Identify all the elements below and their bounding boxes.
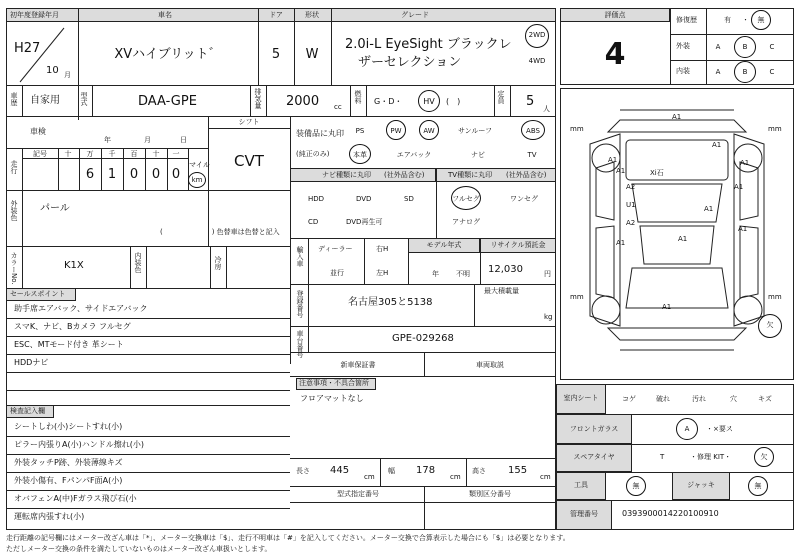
model-year-unknown: 不明: [456, 270, 470, 278]
reg-year-header: 初年度登録年月: [10, 11, 59, 19]
fuel-label: 燃料: [354, 90, 362, 104]
diagram-mark-6: A2: [626, 183, 636, 191]
door-count: 5: [271, 47, 281, 62]
width-value: 178: [416, 465, 436, 476]
tv-fullseg: フルセグ: [452, 195, 480, 203]
body-shape: W: [305, 47, 319, 62]
equip-leather: 本革: [353, 151, 367, 159]
equip-sunroof: サンルーフ: [457, 127, 493, 135]
jack-label: ジャッキ: [687, 481, 715, 489]
repair-dot: ・: [742, 16, 749, 24]
height-unit: cm: [540, 473, 551, 481]
navi-cd: CD: [308, 218, 319, 226]
grade-header: グレード: [401, 11, 429, 19]
notes-label: 注意事項・不具合箇所: [299, 379, 369, 387]
diagram-mark-9: A1: [678, 235, 688, 243]
shape-header: 形状: [305, 11, 319, 19]
recycle-label: リサイクル預託金: [490, 241, 546, 249]
diagram-mark-14: A1: [734, 183, 744, 191]
use-label: 車歴: [10, 92, 18, 106]
fuel-options: G・D・: [374, 97, 403, 106]
form-main-frame: [6, 8, 556, 530]
reg-no-label: 登録番号: [296, 290, 304, 318]
color-value: パール: [40, 203, 70, 214]
tv-oneseg: ワンセグ: [510, 195, 538, 203]
mileage-col-5: 十: [152, 150, 160, 158]
diagram-mm-4: mm: [768, 293, 782, 301]
fuel-paren: ( ): [446, 97, 461, 106]
diagram-mark-10: A1: [704, 205, 714, 213]
km-unit: km: [191, 176, 203, 184]
type-cert-label: 型式指定番号: [337, 490, 379, 498]
inspector-line-1: シートしわ(小)シートすれ(小): [14, 422, 123, 431]
reg-era-year: H27: [14, 41, 41, 56]
spare-t: T: [660, 453, 665, 461]
inspector-line-6: 運転席内張すれ(小): [14, 512, 85, 521]
tools-label: 工具: [574, 481, 588, 489]
diagram-mm-2: mm: [768, 125, 782, 133]
mileage-col-4: 百: [130, 150, 138, 158]
color-no-label: カラーNo.: [10, 252, 18, 285]
height-value: 155: [508, 465, 528, 476]
equip-tv: TV: [527, 151, 537, 159]
repair-yes: 有: [724, 16, 731, 24]
length-label: 長さ: [296, 467, 310, 475]
max-load-unit: kg: [544, 313, 553, 321]
import-parallel: 並行: [330, 269, 344, 277]
diagram-mark-15: Xi石: [650, 169, 664, 177]
length-unit: cm: [364, 473, 375, 481]
sales-line-4: HDDナビ: [14, 358, 49, 367]
diagram-mark-4: A1: [740, 159, 750, 167]
cc-unit: cc: [334, 103, 342, 111]
mileage-col-3: 千: [108, 150, 116, 158]
diagram-mark-8: A2: [626, 219, 636, 227]
import-left-h: 左H: [376, 269, 389, 277]
mileage-label: 走行: [10, 160, 18, 174]
drive-4wd: 4WD: [528, 57, 546, 65]
car-name-header: 車名: [158, 11, 172, 19]
capacity-value: 5: [526, 94, 535, 109]
int-grade-a: A: [715, 68, 721, 76]
interior-label: 内装: [676, 67, 690, 75]
inspector-line-2: ピラー内張りA(小)ハンドル擦れ(小): [14, 440, 144, 449]
model-year-label: モデル年式: [426, 241, 462, 249]
inspection-year: 年: [104, 136, 111, 144]
max-load-label: 最大積載量: [484, 287, 519, 295]
navi-dvd: DVD: [356, 195, 372, 203]
capacity-label: 定員: [497, 90, 505, 104]
shift-label: シフト: [238, 118, 260, 126]
navi-type-sub: (社外品含む): [384, 171, 425, 179]
mgmt-label: 管理番号: [570, 510, 598, 518]
equip-abs: ABS: [526, 127, 540, 135]
int-grade-c: C: [769, 68, 775, 76]
height-label: 高さ: [472, 467, 486, 475]
sheet-tear: 破れ: [656, 395, 670, 403]
navi-sd: SD: [404, 195, 414, 203]
drive-2wd: 2WD: [528, 31, 546, 39]
spare-missing: 欠: [760, 453, 768, 461]
fuel-hv: HV: [423, 97, 435, 106]
repair-label: 修復歴: [676, 16, 697, 24]
inspector-label: 検査記入欄: [10, 407, 45, 415]
chassis-value: GPE-029268: [392, 333, 454, 344]
chassis-label: 車台番号: [296, 330, 304, 358]
recycle-unit: 円: [544, 270, 551, 278]
length-value: 445: [330, 465, 350, 476]
color-note: ( ) 色替車は色替と記入: [160, 228, 280, 236]
color-no-value: K1X: [64, 260, 84, 271]
equip-pw: PW: [390, 127, 402, 135]
reg-month: 10: [46, 65, 59, 76]
tv-type-sub: (社外品含む): [506, 171, 547, 179]
import-right-h: 右H: [376, 245, 389, 253]
diagram-mark-2: A1: [608, 156, 618, 164]
interior-color-label: 内装色: [134, 252, 142, 273]
model-label: 型式: [80, 92, 88, 106]
use-value: 自家用: [30, 95, 60, 106]
inspector-line-3: 外装タッチP跡、外装薄線キズ: [14, 458, 123, 467]
sheet-dirt: 汚れ: [692, 395, 706, 403]
import-label: 輸入車: [296, 246, 304, 267]
mileage-digit-2: 1: [107, 167, 117, 182]
category-label: 類別区分番号: [469, 490, 511, 498]
sales-line-2: スマK、ナビ、Bカメラ フルセグ: [14, 322, 131, 331]
footer-note-2: ただしメーター交換の条件を満たしていないものはメーター改ざん車扱いとします。: [6, 545, 272, 553]
shift-value: CVT: [234, 152, 264, 170]
width-label: 幅: [388, 467, 395, 475]
ext-grade-c: C: [769, 43, 775, 51]
warranty-label: 新車保証書: [340, 361, 376, 369]
equipment-sub: (純正のみ): [296, 150, 330, 158]
navi-dvd-play: DVD再生可: [346, 218, 383, 226]
displacement-value: 2000: [286, 94, 320, 109]
mileage-col-2: 万: [86, 150, 94, 158]
grade-line-2: ザーセレクション: [358, 55, 462, 70]
inspection-month: 月: [144, 136, 151, 144]
capacity-unit: 人: [543, 105, 550, 113]
tv-type-label: TV種類に丸印: [448, 171, 493, 179]
diagram-mark-13: A1: [662, 303, 672, 311]
spare-label: スペアタイヤ: [573, 453, 615, 461]
grade-line-1: 2.0i-L EyeSight ブラックレ: [345, 37, 512, 52]
tools-none: 無: [632, 482, 640, 490]
navi-hdd: HDD: [308, 195, 325, 203]
recycle-value: 12,030: [488, 264, 523, 275]
equip-airbag: エアバック: [396, 151, 432, 159]
equipment-label: 装備品に丸印: [296, 129, 344, 138]
diagram-mm-1: mm: [570, 125, 584, 133]
spare-kit: ・修理 KIT・: [690, 453, 732, 461]
diagram-mark-12: A1: [616, 239, 626, 247]
score-label: 評価点: [604, 11, 626, 19]
displacement-label: 排気量: [254, 88, 262, 109]
diagram-missing: 欠: [766, 321, 774, 329]
mileage-digit-3: 0: [129, 167, 139, 182]
glass-other: ・×要ス: [706, 425, 733, 433]
diagram-mark-7: U1: [626, 201, 636, 209]
import-dealer: ディーラー: [318, 245, 353, 253]
ac-label: 冷房: [214, 256, 222, 270]
model-year-unit: 年: [432, 270, 439, 278]
ext-grade-b: B: [742, 43, 748, 51]
car-name: XVハイブリット゛: [114, 47, 222, 62]
sheet-label: 室内シート: [563, 394, 599, 402]
mileage-digit-4: 0: [151, 167, 161, 182]
mileage-digit-5: 0: [171, 167, 181, 182]
color-label: 外装色: [10, 200, 18, 221]
sheet-scratch: キズ: [758, 395, 772, 403]
sales-line-3: ESC、MTモード付き 革シート: [14, 340, 124, 349]
sheet-hole: 穴: [730, 395, 737, 403]
repair-no: 無: [757, 16, 765, 24]
inspector-line-4: 外装小傷有、FパンパF面A(小): [14, 476, 123, 485]
diagram-mark-5: A1: [616, 167, 626, 175]
tv-analog: アナログ: [452, 218, 480, 226]
reg-no-value: 名古屋305と5138: [348, 297, 433, 308]
mileage-digit-1: 6: [85, 167, 95, 182]
mgmt-no: 0393900014220100910: [622, 509, 719, 518]
navi-type-label: ナビ種類に丸印: [322, 171, 371, 179]
mileage-col-0: 記号: [33, 150, 47, 158]
equip-navi: ナビ: [471, 151, 485, 159]
exterior-label: 外装: [676, 42, 690, 50]
mileage-col-1: 十: [64, 150, 72, 158]
equip-aw: AW: [423, 127, 435, 135]
diagram-mm-3: mm: [570, 293, 584, 301]
model-value: DAA-GPE: [138, 94, 197, 109]
sheet-burn: コゲ: [622, 395, 636, 403]
manual-label: 車両取説: [476, 361, 504, 369]
sales-points-label: セールスポイント: [10, 290, 66, 298]
car-body-diagram: [560, 88, 794, 380]
diagram-mark-1: A1: [672, 113, 682, 121]
glass-a: A: [684, 425, 690, 433]
width-unit: cm: [450, 473, 461, 481]
inspector-line-5: オバフェンA(中)Fガラス飛び石(小: [14, 494, 137, 503]
inspection-day: 日: [180, 136, 187, 144]
footer-note-1: 走行距離の記号欄にはメーター改ざん車は「*」、メーター交換車は「$」、走行不明車は「#」を記入してください。メーター交換で合算表示した場合にも「$」は必要となります。: [6, 534, 570, 542]
glass-label: フロントガラス: [569, 425, 619, 433]
mileage-col-6: 一: [172, 150, 180, 158]
reg-month-unit: 月: [64, 71, 71, 79]
sales-line-1: 助手席エアバック、サイドエアバック: [14, 304, 148, 313]
diagram-mark-11: A1: [738, 225, 748, 233]
mile-unit: マイル: [189, 161, 210, 169]
jack-none: 無: [754, 482, 762, 490]
notes-value: フロアマットなし: [300, 394, 364, 403]
ext-grade-a: A: [715, 43, 721, 51]
inspection-label: 車検: [30, 127, 46, 136]
score-value: 4: [604, 37, 626, 72]
equip-ps: PS: [355, 127, 365, 135]
diagram-mark-3: A1: [712, 141, 722, 149]
door-header: ドア: [269, 11, 283, 19]
int-grade-b: B: [742, 68, 748, 76]
